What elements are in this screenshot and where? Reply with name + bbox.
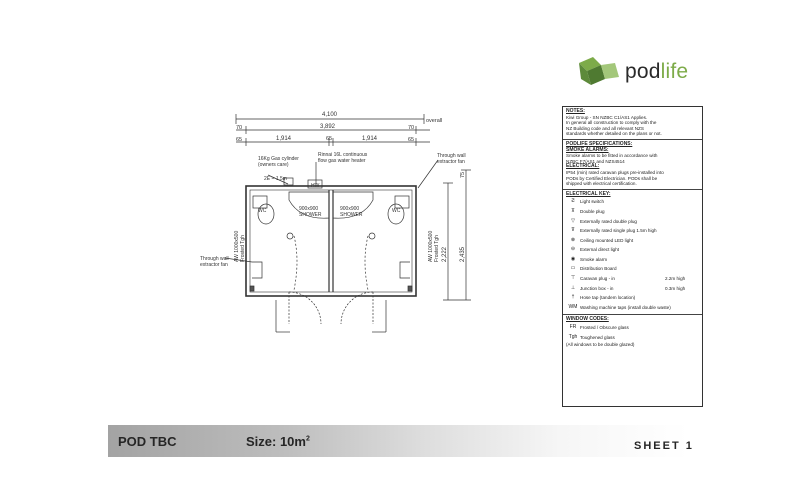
note-line: shipped with electrical certification. xyxy=(566,181,637,187)
dim-end-65-right: 65 xyxy=(408,137,415,143)
key-label: Ceiling mounted LED light xyxy=(580,237,634,243)
window-note: (All windows to be double glazed) xyxy=(566,342,635,348)
key-row xyxy=(566,236,699,246)
dim-end-65-left: 65 xyxy=(236,137,243,143)
window-code-row xyxy=(566,323,699,333)
junction-box-icon: ⊥ xyxy=(570,284,576,291)
note-line: In general all construction to comply with the xyxy=(566,120,657,126)
window-title: WINDOW CODES: xyxy=(566,316,609,323)
hose-tap-icon: † xyxy=(571,294,575,301)
label-shower-left-line: 900x900 xyxy=(299,206,319,212)
notes-title: NOTES: xyxy=(566,108,585,114)
label-shower-right-line: 900x900 xyxy=(340,206,360,212)
window-desc: Frosted / Obscure glass xyxy=(580,325,629,331)
podlife-logo-icon xyxy=(575,55,625,95)
wc-left-bowl xyxy=(258,204,274,224)
label-aw-right xyxy=(428,231,440,262)
notes-lines xyxy=(566,115,699,137)
wc-left-cistern xyxy=(253,196,267,208)
label-hw: HW xyxy=(311,183,320,189)
key-label: External direct light xyxy=(580,247,620,253)
key-label: Junction box - in xyxy=(580,285,614,291)
spec-title: PODLIFE SPECIFICATIONS: xyxy=(566,140,633,147)
basin-right xyxy=(400,262,410,278)
label-heater-line: flow gas water heater xyxy=(318,157,366,164)
label-gas xyxy=(258,156,299,168)
dim-centre: 65 xyxy=(326,136,333,142)
window-codes-list xyxy=(566,323,699,342)
sheet-number: SHEET 1 xyxy=(634,440,694,452)
label-aw-right-line: AW 1000x500 xyxy=(428,230,434,262)
dim-height-end: 75 xyxy=(460,171,466,178)
dim-end-70-right: 70 xyxy=(408,125,415,131)
key-height: 2.2m high xyxy=(665,276,686,282)
elec-lines xyxy=(566,170,699,187)
key-label: Light switch xyxy=(580,199,605,205)
key-row xyxy=(566,284,699,294)
dim-height-inner: 2,222 xyxy=(442,246,448,262)
basin-left xyxy=(252,262,262,278)
external-plug-icon: ▽ xyxy=(571,217,575,224)
label-wc-left: WC xyxy=(258,208,267,214)
dim-end-70-left: 70 xyxy=(236,125,243,131)
key-label: Smoke alarm xyxy=(580,256,608,262)
pod-outline xyxy=(246,186,416,296)
dim-left-half: 1,914 xyxy=(276,136,292,142)
key-row xyxy=(566,274,699,284)
label-shower-left-line: SHOWER xyxy=(299,211,322,218)
key-row xyxy=(566,217,699,227)
window-code: FR xyxy=(569,324,577,331)
key-label: Externally rated single plug 1.5m high xyxy=(580,228,657,234)
double-plug-icon: ⊼ xyxy=(571,207,575,214)
note-line: standards whether detailed on the plans or not. xyxy=(566,131,662,137)
dim-overall: 4,100 xyxy=(322,112,338,118)
key-row xyxy=(566,245,699,255)
label-extractor-left-line: Through wall xyxy=(200,256,229,262)
brand-wordmark: podlife xyxy=(625,60,689,83)
window-desc: Toughened glass xyxy=(580,334,615,340)
key-row xyxy=(566,264,699,274)
wc-right-cistern xyxy=(395,196,409,208)
label-heater-line: Rinnai 16L continuous xyxy=(318,152,368,158)
electrical-key-list xyxy=(566,197,699,312)
key-row xyxy=(566,293,699,303)
label-extractor-top-line: Through wall xyxy=(437,153,466,159)
pod-size: Size: $10m^2$ xyxy=(246,434,310,449)
footer-band xyxy=(108,425,688,457)
label-extractor-top-line: extractor fan xyxy=(437,158,465,165)
key-row xyxy=(566,207,699,217)
label-extractor-left-line: extractor fan xyxy=(200,261,228,268)
note-line: PODs by Certified Electrician. PODs shall be xyxy=(566,175,658,181)
label-gas-line: 16Kg Gas cylinder xyxy=(258,156,299,162)
key-label: Caravan plug - in xyxy=(580,276,615,282)
note-line: NZBC F7/AS1 and NZS4514 xyxy=(566,158,625,164)
key-row xyxy=(566,255,699,265)
key-row xyxy=(566,226,699,236)
label-aw-left-line: Frosted Tgh xyxy=(239,235,246,262)
key-label: Double plug xyxy=(580,208,605,214)
ceiling-light-icon: ⊗ xyxy=(570,236,576,243)
washing-machine-icon: WM xyxy=(568,303,578,310)
label-gas-line: (owners care) xyxy=(258,161,289,168)
key-row xyxy=(566,197,699,207)
key-row xyxy=(566,303,699,313)
pod-title: POD TBC xyxy=(118,434,177,449)
note-line: IP54 (min) rated caravan plugs pre-installed into xyxy=(566,169,664,175)
label-aw-left-line: AW 1000x500 xyxy=(234,230,240,262)
label-wc-right: WC xyxy=(392,208,401,214)
label-extractor-left xyxy=(200,256,229,268)
label-aw-right-line: Frosted Tgh xyxy=(433,235,440,262)
label-heater xyxy=(318,152,368,164)
wc-right-bowl xyxy=(388,204,404,224)
label-aw-left xyxy=(234,231,246,262)
smoke-alarm-icon: ◉ xyxy=(570,255,576,262)
label-shower-right-line: SHOWER xyxy=(340,211,363,218)
smoke-title: SMOKE ALARMS: xyxy=(566,146,609,153)
note-line: Kiwi Group - SN NZBC C1/AS1 Applies. xyxy=(566,114,648,120)
distribution-board-icon: ▭ xyxy=(570,265,576,272)
notes-panel xyxy=(562,106,703,407)
label-height: 2E = 1.5m xyxy=(264,176,287,182)
note-line: NZ Building code and all relevant NZS xyxy=(566,125,644,131)
window-code: Tgh xyxy=(568,333,578,340)
key-label: Hose tap (tandem location) xyxy=(580,295,636,301)
label-extractor-top xyxy=(437,153,466,165)
key-height: 0.3m high xyxy=(665,285,686,291)
plug-1500-icon: ⊽ xyxy=(571,227,575,234)
elec-title: ELECTRICAL: xyxy=(566,163,600,170)
dim-height-overall: 2,435 xyxy=(460,246,466,262)
label-shower-right xyxy=(340,206,363,218)
key-label: Externally rated double plug xyxy=(580,218,637,224)
dim-inner: 3,892 xyxy=(320,124,336,130)
window-code-row xyxy=(566,333,699,343)
dim-overall-label: overall xyxy=(426,118,443,124)
key-label: Washing machine taps (install double waste) xyxy=(580,304,671,310)
dim-right-half: 1,914 xyxy=(362,136,378,142)
key-label: Distribution Board xyxy=(580,266,617,272)
label-shower-left xyxy=(299,206,322,218)
light-switch-icon: Ƨ xyxy=(571,198,575,205)
key-title: ELECTRICAL KEY: xyxy=(566,190,611,197)
caravan-plug-icon: ⊤ xyxy=(570,275,576,282)
external-light-icon: ⊖ xyxy=(570,246,576,253)
note-line: Smoke alarms to be fitted in accordance with xyxy=(566,153,658,159)
